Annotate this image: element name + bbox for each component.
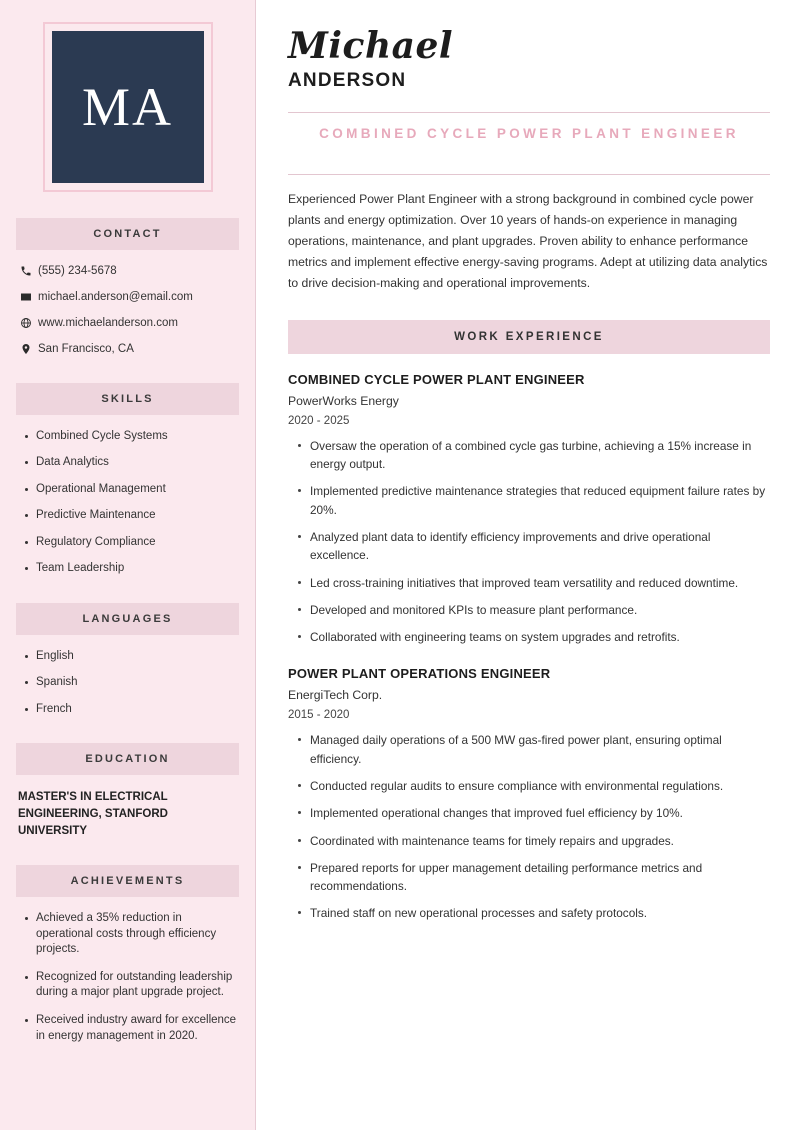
list-item: Managed daily operations of a 500 MW gas-fired power plant, ensuring optimal efficiency. — [310, 731, 770, 768]
contact-heading: CONTACT — [16, 218, 239, 250]
job-bullet-list — [288, 437, 770, 647]
headline: COMBINED CYCLE POWER PLANT ENGINEER — [319, 126, 739, 141]
contact-email — [20, 290, 239, 305]
job-dates: 2015 - 2020 — [288, 709, 350, 722]
list-item: Regulatory Compliance — [36, 535, 239, 551]
job-company: PowerWorks Energy — [288, 393, 399, 408]
location-pin-icon — [20, 343, 38, 355]
list-item: Developed and monitored KPIs to measure plant performance. — [310, 601, 770, 619]
envelope-icon — [20, 291, 38, 303]
job-role: COMBINED CYCLE POWER PLANT ENGINEER — [288, 371, 585, 387]
list-item: Analyzed plant data to identify efficiency improvements and drive operational excellence. — [310, 528, 770, 565]
monogram-frame — [43, 22, 213, 192]
list-item: Implemented predictive maintenance strategies that reduced equipment failure rates by 20%. — [310, 482, 770, 519]
list-item: Coordinated with maintenance teams for timely repairs and upgrades. — [310, 832, 770, 850]
list-item: Collaborated with engineering teams on system upgrades and retrofits. — [310, 628, 770, 646]
divider-bottom — [288, 174, 770, 175]
list-item: Trained staff on new operational processes and safety protocols. — [310, 904, 770, 922]
contact-location-value: San Francisco, CA — [38, 342, 134, 355]
list-item: Conducted regular audits to ensure compliance with environmental regulations. — [310, 777, 770, 795]
list-item: Combined Cycle Systems — [36, 429, 239, 445]
education-entry: MASTER'S IN ELECTRICAL ENGINEERING, STANFORD UNIVERSITY — [18, 791, 168, 837]
list-item: Received industry award for excellence in energy management in 2020. — [36, 1013, 239, 1044]
languages-list — [16, 649, 239, 718]
languages-heading: LANGUAGES — [16, 603, 239, 635]
last-name: ANDERSON — [288, 70, 407, 91]
list-item: Predictive Maintenance — [36, 508, 239, 524]
education-heading: EDUCATION — [16, 743, 239, 775]
sidebar — [0, 0, 256, 1130]
list-item: Team Leadership — [36, 561, 239, 577]
job-bullet-list — [288, 731, 770, 922]
work-experience-heading: WORK EXPERIENCE — [288, 320, 770, 354]
phone-icon — [20, 265, 38, 277]
list-item: Data Analytics — [36, 455, 239, 471]
list-item: Recognized for outstanding leadership during a major plant upgrade project. — [36, 970, 239, 1001]
first-name: Michael — [288, 25, 454, 67]
monogram-initials: MA — [52, 31, 204, 183]
skills-list — [16, 429, 239, 577]
summary-text: Experienced Power Plant Engineer with a strong background in combined cycle power plants and energy optimization. Over 10 years of hands-on experience in managing operations, maintenance, and plant upgrades. Proven ability to enhance performance metrics and implement effective energy-saving programs. Adept at utilizing data analytics to drive decision-making and operational improvements. — [288, 192, 768, 290]
contact-email-value: michael.anderson@email.com — [38, 290, 193, 303]
contact-list — [16, 264, 239, 357]
experience-entry — [288, 666, 770, 922]
page-title — [288, 25, 770, 92]
job-dates: 2020 - 2025 — [288, 414, 350, 427]
job-company: EnergiTech Corp. — [288, 688, 383, 703]
list-item: English — [36, 649, 239, 665]
experience-entry — [288, 372, 770, 647]
contact-phone-value: (555) 234-5678 — [38, 265, 117, 277]
list-item: Implemented operational changes that improved fuel efficiency by 10%. — [310, 804, 770, 822]
list-item: Operational Management — [36, 482, 239, 498]
contact-website-value: www.michaelanderson.com — [38, 316, 178, 329]
list-item: Led cross-training initiatives that improved team versatility and reduced downtime. — [310, 574, 770, 592]
list-item: Prepared reports for upper management detailing performance metrics and recommendations. — [310, 859, 770, 896]
contact-phone — [20, 264, 239, 279]
achievements-list — [16, 911, 239, 1044]
list-item: French — [36, 702, 239, 718]
contact-location — [20, 342, 239, 357]
main-column — [256, 0, 800, 1130]
skills-heading: SKILLS — [16, 383, 239, 415]
achievements-heading: ACHIEVEMENTS — [16, 865, 239, 897]
list-item: Achieved a 35% reduction in operational costs through efficiency projects. — [36, 911, 239, 958]
globe-icon — [20, 317, 38, 329]
contact-website — [20, 316, 239, 331]
job-role: POWER PLANT OPERATIONS ENGINEER — [288, 666, 551, 682]
list-item: Spanish — [36, 675, 239, 691]
list-item: Oversaw the operation of a combined cycle gas turbine, achieving a 15% increase in energy output. — [310, 437, 770, 474]
